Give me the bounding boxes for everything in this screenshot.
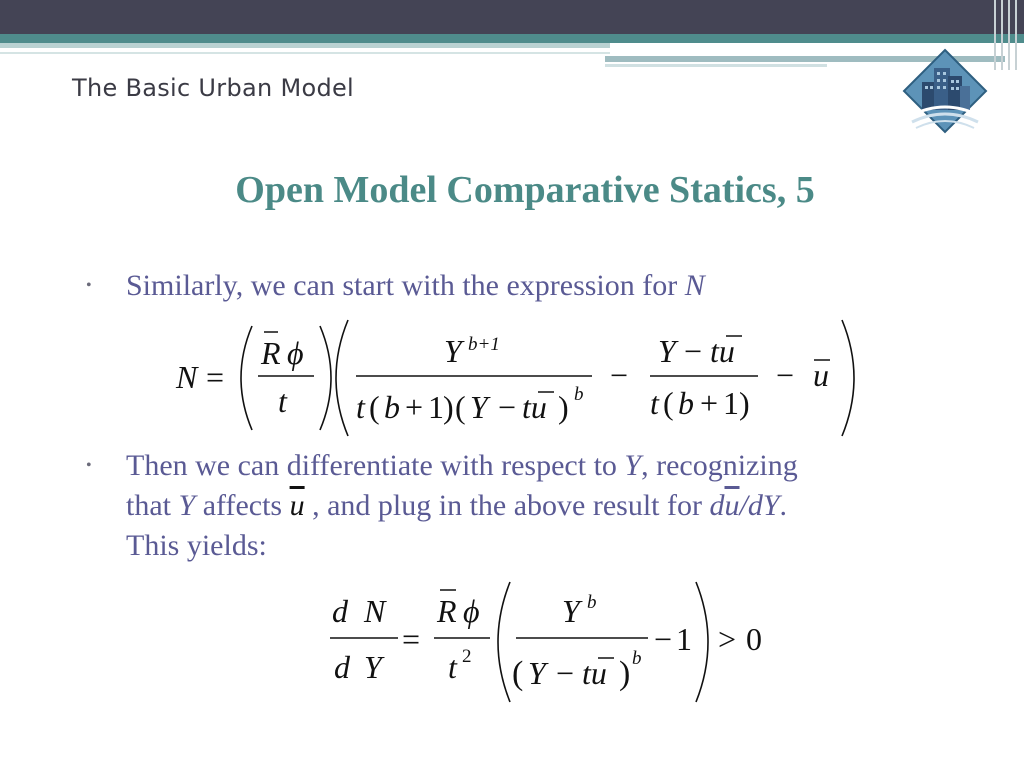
- eq1-tu: tu: [522, 389, 547, 425]
- eq1-lhs: N: [176, 359, 198, 395]
- header-bar-light: [0, 43, 610, 48]
- bullet-1: [86, 266, 966, 306]
- eq1-paren3-open: (: [663, 385, 674, 421]
- eq1-paren-open: (: [369, 389, 380, 425]
- bullet-2: [86, 446, 966, 570]
- bullet-2-var-dy: /dY: [739, 489, 780, 522]
- eq1-paren-close: ): [443, 389, 454, 425]
- eq1-den-t: t: [356, 389, 365, 425]
- eq1-exp-b: b: [574, 384, 584, 405]
- eq2-minus2: −: [654, 621, 673, 657]
- header-bar-teal: [0, 34, 1024, 43]
- eq2-one: 1: [676, 621, 692, 657]
- eq2-paren-close: ): [619, 655, 631, 692]
- eq1-den-y: Y: [470, 389, 488, 425]
- eq2-minus: −: [556, 655, 575, 691]
- bullet-2-part1: Then we can differentiate with respect to: [126, 449, 625, 482]
- eq2-t: t: [448, 649, 457, 685]
- eq1-minus2: −: [610, 357, 629, 393]
- bullet-2-part2: , recognizing: [641, 449, 798, 482]
- bullet-2-line2-a: that: [126, 489, 179, 522]
- header-title: The Basic Urban Model: [72, 74, 355, 102]
- eq1-minus: −: [498, 389, 517, 425]
- eq1-num2-tu: tu: [710, 333, 735, 369]
- eq1-t: t: [278, 383, 287, 419]
- eq2-sq: 2: [462, 646, 472, 667]
- bullet-1-text: Similarly, we can start with the expression for: [126, 269, 685, 302]
- eq2-d-bottom: d: [334, 649, 350, 685]
- eq2-paren-open: (: [512, 655, 524, 692]
- eq1-paren3-close: ): [739, 385, 750, 421]
- eq1-den-b: b: [384, 389, 400, 425]
- bullet-2-var-ubar: $\overline{u}$: [289, 489, 305, 522]
- eq1-phi: ϕ: [287, 335, 304, 371]
- eq1-den2-plus: +: [700, 385, 719, 421]
- eq1-plus: +: [405, 389, 424, 425]
- equation-dn-dy: [326, 574, 786, 710]
- header-bar-thin: [0, 52, 610, 54]
- eq1-one: 1: [428, 389, 444, 425]
- bullet-dot: •: [86, 457, 92, 474]
- eq1-num-y: Y: [444, 333, 462, 369]
- eq1-equals: =: [206, 359, 225, 395]
- bullet-2-var-y: Y: [624, 449, 642, 482]
- eq1-paren2-close: ): [558, 389, 569, 425]
- eq2-den-y: Y: [528, 655, 546, 691]
- eq1-den2-b: b: [678, 385, 694, 421]
- bullet-1-var: N: [684, 269, 705, 302]
- eq2-y: Y: [364, 649, 382, 685]
- eq1-den2-one: 1: [723, 385, 739, 421]
- eq2-rbar: R: [437, 593, 457, 629]
- eq2-tu: tu: [582, 655, 607, 691]
- eq2-den-exp-b: b: [632, 648, 642, 669]
- header-bar-dark: [0, 0, 1024, 34]
- equation-n: [160, 312, 880, 442]
- bullet-dot: •: [86, 277, 92, 294]
- eq1-rbar: R: [261, 335, 281, 371]
- eq2-gt: >: [718, 621, 737, 657]
- eq1-minus3: −: [776, 357, 795, 393]
- eq2-n: N: [364, 593, 386, 629]
- eq2-yb: Y: [562, 593, 580, 629]
- bullet-2-line-3: This yields:: [126, 529, 267, 562]
- eq1-num2-y: Y: [658, 333, 676, 369]
- bullet-2-line2-c: , and plug in the above result for: [304, 489, 710, 522]
- bullet-2-line2-end: .: [779, 489, 788, 522]
- eq2-d-top: d: [332, 593, 348, 629]
- eq2-exp-b: b: [587, 592, 597, 613]
- eq1-num2-minus: −: [684, 333, 703, 369]
- eq1-paren2-open: (: [455, 389, 466, 425]
- city-buildings-logo-icon: [900, 46, 990, 136]
- eq2-equals: =: [402, 621, 421, 657]
- eq1-exp-b1: b+1: [468, 334, 500, 355]
- bullet-2-line-2: [126, 486, 986, 526]
- eq1-den2-t: t: [650, 385, 659, 421]
- slide-title: Open Model Comparative Statics, 5: [235, 169, 815, 211]
- eq2-phi: ϕ: [463, 593, 480, 629]
- eq2-zero: 0: [746, 621, 762, 657]
- eq1-u: u: [813, 357, 829, 393]
- bullet-2-var-d: d: [709, 489, 725, 522]
- header-bar-step-thin: [605, 64, 827, 67]
- bullet-2-line2-b: affects: [195, 489, 290, 522]
- bullet-2-var-ubar2: $\overline{u}$: [724, 489, 740, 522]
- header-vertical-lines: [990, 0, 1024, 70]
- bullet-2-var-y2: Y: [178, 489, 196, 522]
- bullet-2-line-1: [126, 446, 986, 486]
